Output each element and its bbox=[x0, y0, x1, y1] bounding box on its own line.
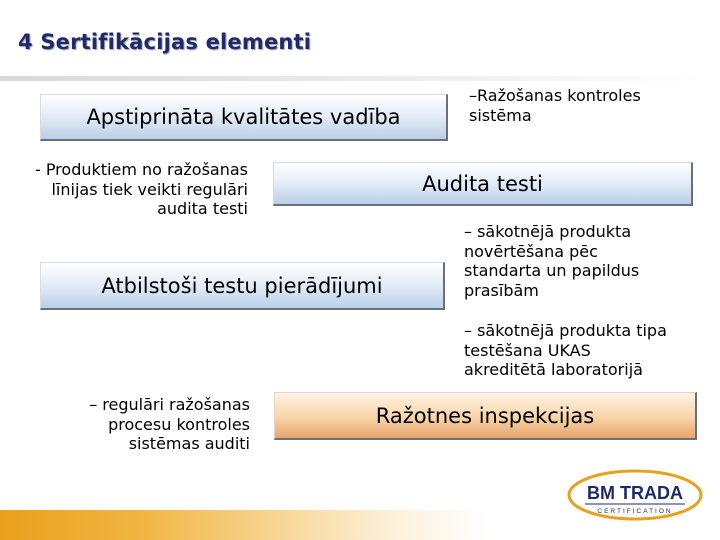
bm-trada-logo-graphic bbox=[565, 468, 705, 524]
evidence-box bbox=[40, 262, 445, 310]
initial-assessment-note: – sākotnējā produkta novērtēšana pēc standarta un papildus prasībām bbox=[464, 222, 640, 300]
logo-sub-text: CERTIFICATION bbox=[597, 508, 673, 515]
audit-tests-box bbox=[273, 162, 693, 206]
process-audits-note: – regulāri ražošanas procesu kontroles sistēmas auditi bbox=[89, 395, 250, 453]
slide-title: 4 Sertifikācijas elementi bbox=[18, 30, 312, 54]
production-control-note: –Ražošanas kontroles sistēma bbox=[469, 86, 641, 125]
evidence-label: Atbilstoši testu pierādījumi bbox=[101, 273, 383, 298]
logo-brand-text: BM TRADA bbox=[587, 483, 683, 503]
title-underline bbox=[0, 76, 720, 81]
products-audit-note: - Produktiem no ražošanas līnijas tiek veikti regulāri audita testi bbox=[34, 160, 248, 218]
type-testing-note: – sākotnējā produkta tipa testēšana UKAS akreditētā laboratorijā bbox=[464, 321, 667, 379]
factory-inspection-box bbox=[274, 392, 697, 440]
quality-management-box bbox=[40, 94, 448, 141]
audit-tests-label: Audita testi bbox=[422, 171, 543, 196]
quality-management-label: Apstiprināta kvalitātes vadība bbox=[86, 105, 401, 129]
bm-trada-logo bbox=[565, 468, 705, 524]
factory-inspection-label: Ražotnes inspekcijas bbox=[375, 403, 595, 428]
